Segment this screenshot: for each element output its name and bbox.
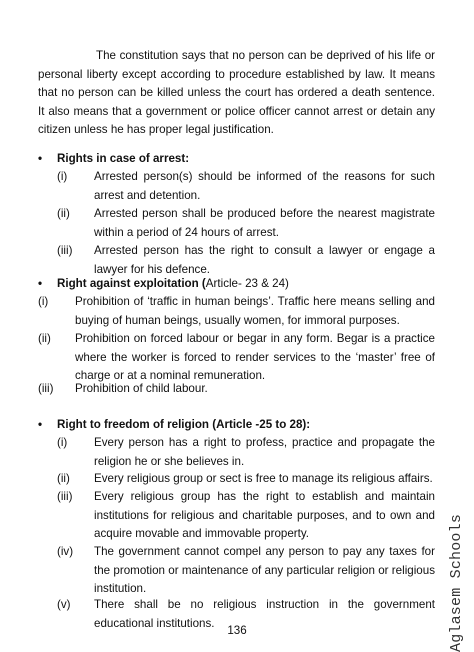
section-heading-text: Rights in case of arrest: bbox=[57, 152, 190, 165]
list-item-number: (iii) bbox=[57, 490, 73, 503]
list-item-number: (iii) bbox=[57, 244, 73, 257]
list-item bbox=[57, 470, 435, 489]
list-item-number: (i) bbox=[57, 436, 68, 449]
list-item-text: Prohibition of ‘traffic in human beings’. Traffic here means selling and buying of human beings, usually women, for immoral purposes. bbox=[75, 295, 435, 327]
list-item-text: Every religious group or sect is free to manage its religious affairs. bbox=[94, 472, 433, 485]
list-item bbox=[38, 293, 435, 331]
list-item-number: (v) bbox=[57, 598, 71, 611]
list-item bbox=[38, 380, 435, 399]
list-item-number: (ii) bbox=[57, 472, 70, 485]
list-item-number: (ii) bbox=[38, 332, 51, 345]
list-item-text: Every religious group has the right to establish and maintain institutions for religious and charitable purposes, and to own and acquire movable and immovable property. bbox=[94, 490, 435, 541]
bullet-icon: • bbox=[38, 277, 43, 290]
list-item bbox=[57, 434, 435, 472]
list-item bbox=[57, 543, 435, 599]
list-item-text: Prohibition on forced labour or begar in any form. Begar is a practice where the worker is forced to render services to the ‘master’ free of charge or at a nominal remuneration. bbox=[75, 332, 435, 383]
list-item-text: Arrested person shall be produced before the nearest magistrate within a period of 24 hours of arrest. bbox=[94, 207, 435, 239]
list-item-text: Arrested person has the right to consult a lawyer or engage a lawyer for his defence. bbox=[94, 244, 435, 276]
intro-text: The constitution says that no person can be deprived of his life or personal liberty except according to procedure established by law. It means that no person can be killed unless the court has ordered a death sentence. It also means that a government or police officer cannot arrest or detain any citizen unless he has proper legal justification. bbox=[38, 49, 435, 137]
section-heading-note: Article- 23 & 24) bbox=[205, 277, 289, 290]
list-item-text: There shall be no religious instruction in the government educational institutions. bbox=[94, 598, 435, 630]
bullet-icon: • bbox=[38, 152, 43, 165]
bullet-icon: • bbox=[38, 418, 43, 431]
list-item-text: Arrested person(s) should be informed of the reasons for such arrest and detention. bbox=[94, 170, 435, 202]
list-item-text: The government cannot compel any person to pay any taxes for the promotion or maintenance of any particular religion or religious institution. bbox=[94, 545, 435, 596]
list-item bbox=[57, 488, 435, 544]
list-item bbox=[57, 168, 435, 206]
section-heading-text: Right against exploitation ( bbox=[57, 277, 206, 290]
list-item-number: (ii) bbox=[57, 207, 70, 220]
watermark-text: Aglasem Schools bbox=[448, 513, 465, 652]
list-item-text: Prohibition of child labour. bbox=[75, 382, 208, 395]
page-number: 136 bbox=[227, 624, 247, 637]
list-item bbox=[38, 330, 435, 386]
list-item-number: (iii) bbox=[38, 382, 54, 395]
list-item bbox=[57, 205, 435, 243]
list-item-text: Every person has a right to profess, practice and propagate the religion he or she believes in. bbox=[94, 436, 435, 468]
list-item-number: (iv) bbox=[57, 545, 74, 558]
list-item-number: (i) bbox=[38, 295, 49, 308]
list-item-number: (i) bbox=[57, 170, 68, 183]
section-heading-text: Right to freedom of religion (Article -25 to 28): bbox=[57, 418, 311, 431]
intro-paragraph bbox=[38, 47, 435, 140]
